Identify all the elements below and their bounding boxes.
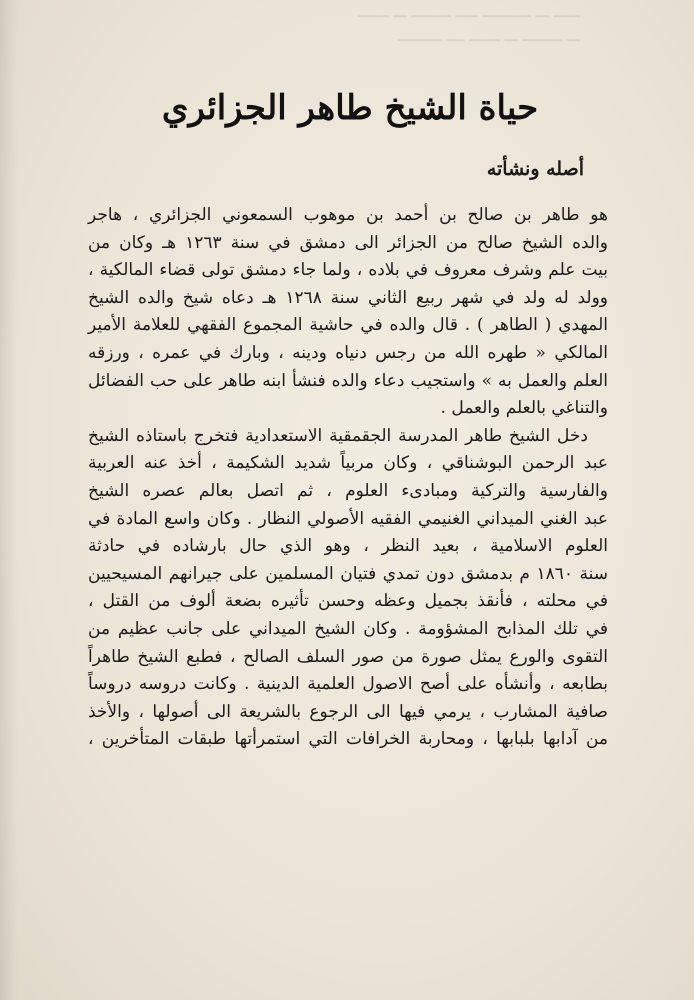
text-line: وولد له ولد في شهر ربيع الثاني سنة ١٢٦٨ هـ دعاه شيخ والده الشيخ bbox=[88, 287, 608, 308]
text-line: والتناغي بالعلم والعمل . bbox=[440, 398, 608, 419]
text-line: العلم والعمل به » واستجيب دعاء والده فنشأ ابنه طاهر على حب الفضائل bbox=[88, 370, 608, 391]
text-line: دخل الشيخ طاهر المدرسة الجقمقية الاستعدادية فتخرج باستاذه الشيخ bbox=[88, 425, 588, 446]
text-line: بيت علم وشرف معروف في بلاده ، ولما جاء دمشق تولى قضاء المالكية ، bbox=[88, 260, 608, 281]
text-line: سنة ١٨٦٠ م بدمشق دون تمدي فتيان المسلمين على جيرانهم المسيحيين bbox=[88, 563, 608, 584]
section-heading: أصله ونشأته bbox=[486, 158, 584, 180]
text-line: والفارسية والتركية ومبادىء العلوم ، ثم اتصل بعالم عصره الشيخ bbox=[88, 480, 608, 501]
text-line: هو طاهر بن صالح بن أحمد بن موهوب السمعوني الجزائري ، هاجر bbox=[88, 205, 608, 225]
text-line: صافية المشارب ، يرمي فيها الى الرجوع بالشريعة الى أصولها ، والأخذ bbox=[88, 701, 608, 722]
text-line: في تلك المذابح المشؤومة . وكان الشيخ الميداني على جانب عظيم من bbox=[88, 618, 608, 639]
text-line: عبد الغني الميداني الغنيمي الفقيه الأصولي النظار . وكان واسع المادة في bbox=[88, 508, 608, 529]
page-spine-shadow bbox=[0, 0, 18, 1000]
text-line: عبد الرحمن البوشناقي ، وكان مربياً شديد الشكيمة ، أخذ عنه العربية bbox=[88, 453, 608, 474]
text-line: التقوى والورع يمثل صورة من صور السلف الصالح ، فطبع الشيخ طاهراً bbox=[88, 646, 608, 667]
page-title: حياة الشيخ طاهر الجزائري bbox=[161, 88, 539, 128]
text-line: في محلته ، فأنقذ بجميل وعظه وحسن تأثيره بضعة ألوف من القتل ، bbox=[88, 591, 608, 612]
text-line: المالكي « طهره الله من رجس دنياه ودينه ، وبارك في عمره ، ورزقه bbox=[88, 342, 609, 363]
text-line: بطابعه ، وأنشأه على أصح الاصول العلمية الدينية . وكانت دروسه دروساً bbox=[88, 674, 608, 695]
body-text bbox=[88, 202, 608, 754]
text-line: المهدي ( الطاهر ) . قال والده في حاشية المجموع الفقهي للعلامة الأمير bbox=[88, 315, 608, 336]
text-line: والده الشيخ صالح من الجزائر الى دمشق في سنة ١٢٦٣ هـ وكان من bbox=[88, 232, 609, 253]
text-line: من آدابها بلبابها ، ومحاربة الخرافات التي استمرأتها طبقات المتأخرين ، bbox=[88, 729, 608, 750]
text-line: العلوم الاسلامية ، بعيد النظر ، وهو الذي حال بارشاده في حادثة bbox=[88, 536, 608, 557]
bleed-through-text: ـــــــ ـــ ـــــــــ ـــــ ـــــــــــ ـــ ــــــ ــــــــــ ــــ ـــــــ ـــ ـــــــــ ـــ bbox=[358, 3, 580, 45]
